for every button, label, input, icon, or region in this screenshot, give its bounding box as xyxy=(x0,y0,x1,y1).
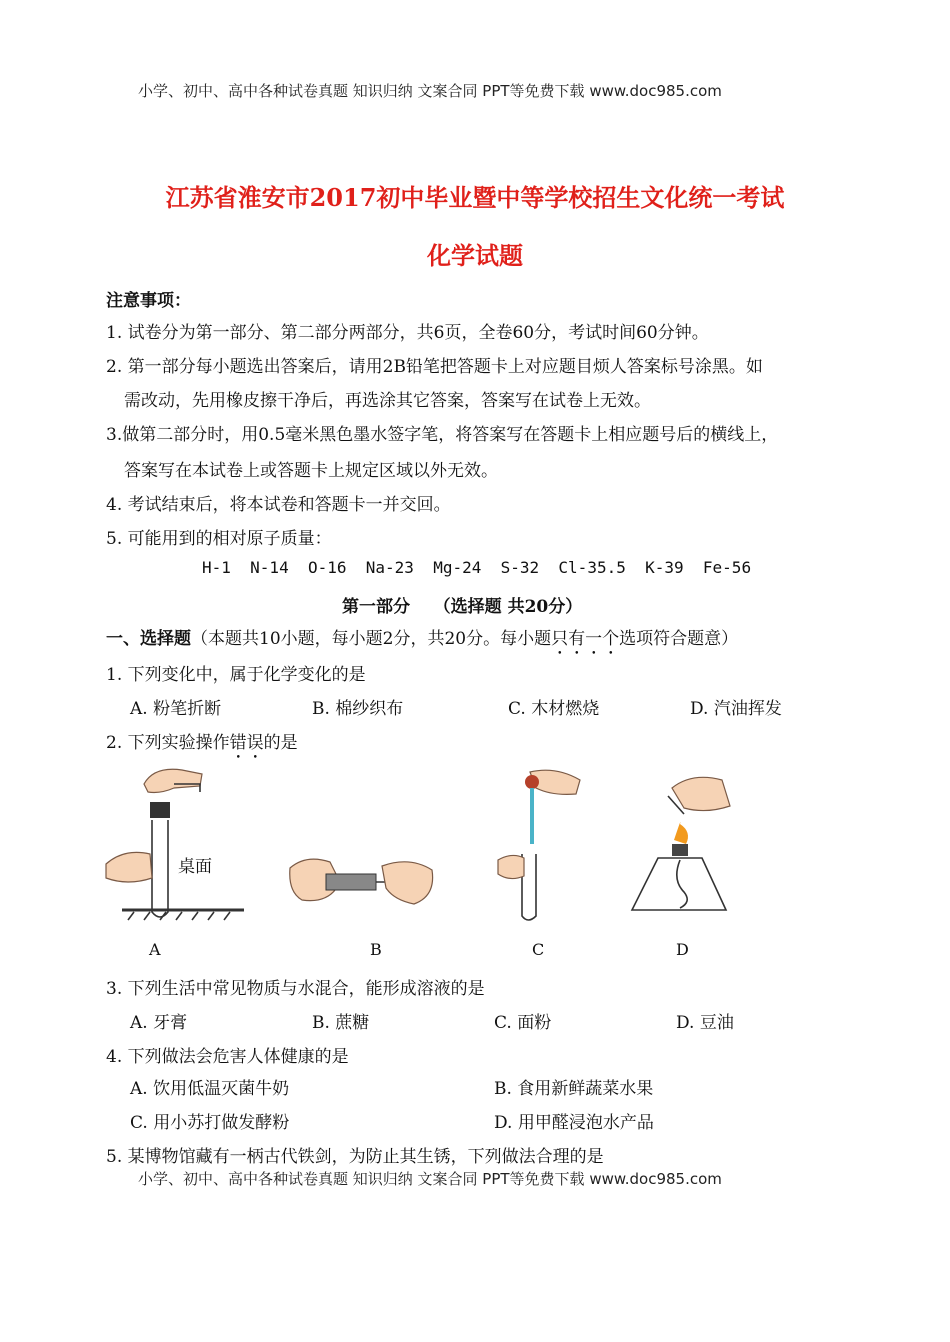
q4-option-c: C. 用小苏打做发酵粉 xyxy=(130,1113,290,1133)
figure-label-a: A xyxy=(149,940,161,959)
figure-d-illustration xyxy=(622,770,734,920)
q1-option-d: D. 汽油挥发 xyxy=(690,699,782,719)
notice-item: 3.做第二部分时，用0.5毫米黑色墨水签字笔，将答案写在答题卡上相应题号后的横线上， xyxy=(106,425,779,445)
page-footer: 小学、初中、高中各种试卷真题 知识归纳 文案合同 PPT等免费下载 www.doc985.com xyxy=(138,1170,722,1188)
q2-stem xyxy=(106,728,298,763)
notice-item: 需改动，先用橡皮擦干净后，再选涂其它答案，答案写在试卷上无效。 xyxy=(124,391,651,411)
figure-c-illustration xyxy=(496,766,596,926)
section-label: 一、选择题 xyxy=(106,629,191,649)
notice-item: 答案写在本试卷上或答题卡上规定区域以外无效。 xyxy=(124,461,498,481)
figure-b-illustration xyxy=(286,848,436,918)
figure-label-d: D xyxy=(676,940,689,959)
page-header: 小学、初中、高中各种试卷真题 知识归纳 文案合同 PPT等免费下载 www.doc985.com xyxy=(138,82,722,100)
section-desc: 选项符合题意） xyxy=(619,629,739,649)
dropper-bulb xyxy=(525,775,539,789)
q4-option-b: B. 食用新鲜蔬菜水果 xyxy=(494,1079,654,1099)
rubber-stopper xyxy=(150,802,170,818)
q3-stem: 3. 下列生活中常见物质与水混合，能形成溶液的是 xyxy=(106,979,485,999)
atomic-masses: H-1 N-14 O-16 Na-23 Mg-24 S-32 Cl-35.5 K-39 Fe-56 xyxy=(202,558,752,577)
desk-label: 桌面 xyxy=(178,857,212,877)
flame xyxy=(674,822,688,844)
notice-item: 5. 可能用到的相对原子质量： xyxy=(106,529,332,549)
q3-option-b: B. 蔗糖 xyxy=(312,1013,370,1033)
q1-option-c: C. 木材燃烧 xyxy=(508,699,600,719)
q1-option-b: B. 棉纱织布 xyxy=(312,699,404,719)
notice-heading: 注意事项： xyxy=(106,291,191,311)
q3-option-d: D. 豆油 xyxy=(676,1013,734,1033)
q2-stem-text: 2. 下列实验操作 xyxy=(106,733,230,753)
q1-option-a: A. 粉笔折断 xyxy=(130,699,222,719)
q3-option-c: C. 面粉 xyxy=(494,1013,552,1033)
figure-label-b: B xyxy=(370,940,382,959)
q4-stem: 4. 下列做法会危害人体健康的是 xyxy=(106,1047,349,1067)
notice-item: 2. 第一部分每小题选出答案后，请用2B铅笔把答题卡上对应题目烦人答案标号涂黑。如 xyxy=(106,357,763,377)
part1-heading: 第一部分 （选择题 共20分） xyxy=(342,597,583,617)
figure-label-c: C xyxy=(532,940,545,959)
q1-stem: 1. 下列变化中，属于化学变化的是 xyxy=(106,665,366,685)
figure-a-illustration xyxy=(104,762,244,922)
q3-option-a: A. 牙膏 xyxy=(130,1013,188,1033)
exam-title: 江苏省淮安市2017初中毕业暨中等学校招生文化统一考试 xyxy=(165,183,785,212)
exam-subtitle: 化学试题 xyxy=(427,241,523,270)
section-desc: （本题共10小题，每小题2分，共20分。每小题 xyxy=(191,629,552,649)
notice-item: 1. 试卷分为第一部分、第二部分两部分，共6页，全卷60分，考试时间60分钟。 xyxy=(106,323,709,343)
q5-stem: 5. 某博物馆藏有一柄古代铁剑，为防止其生锈，下列做法合理的是 xyxy=(106,1147,604,1167)
q2-stem-text: 的是 xyxy=(263,733,298,753)
notice-item: 4. 考试结束后，将本试卷和答题卡一并交回。 xyxy=(106,495,451,515)
q4-option-a: A. 饮用低温灭菌牛奶 xyxy=(130,1079,290,1099)
q2-stem-emphasis: 错误 xyxy=(229,733,264,753)
glass-tube xyxy=(326,874,376,890)
section-desc-emphasis: 只有一个 xyxy=(551,629,620,649)
section-heading xyxy=(106,624,738,659)
q4-option-d: D. 用甲醛浸泡水产品 xyxy=(494,1113,654,1133)
